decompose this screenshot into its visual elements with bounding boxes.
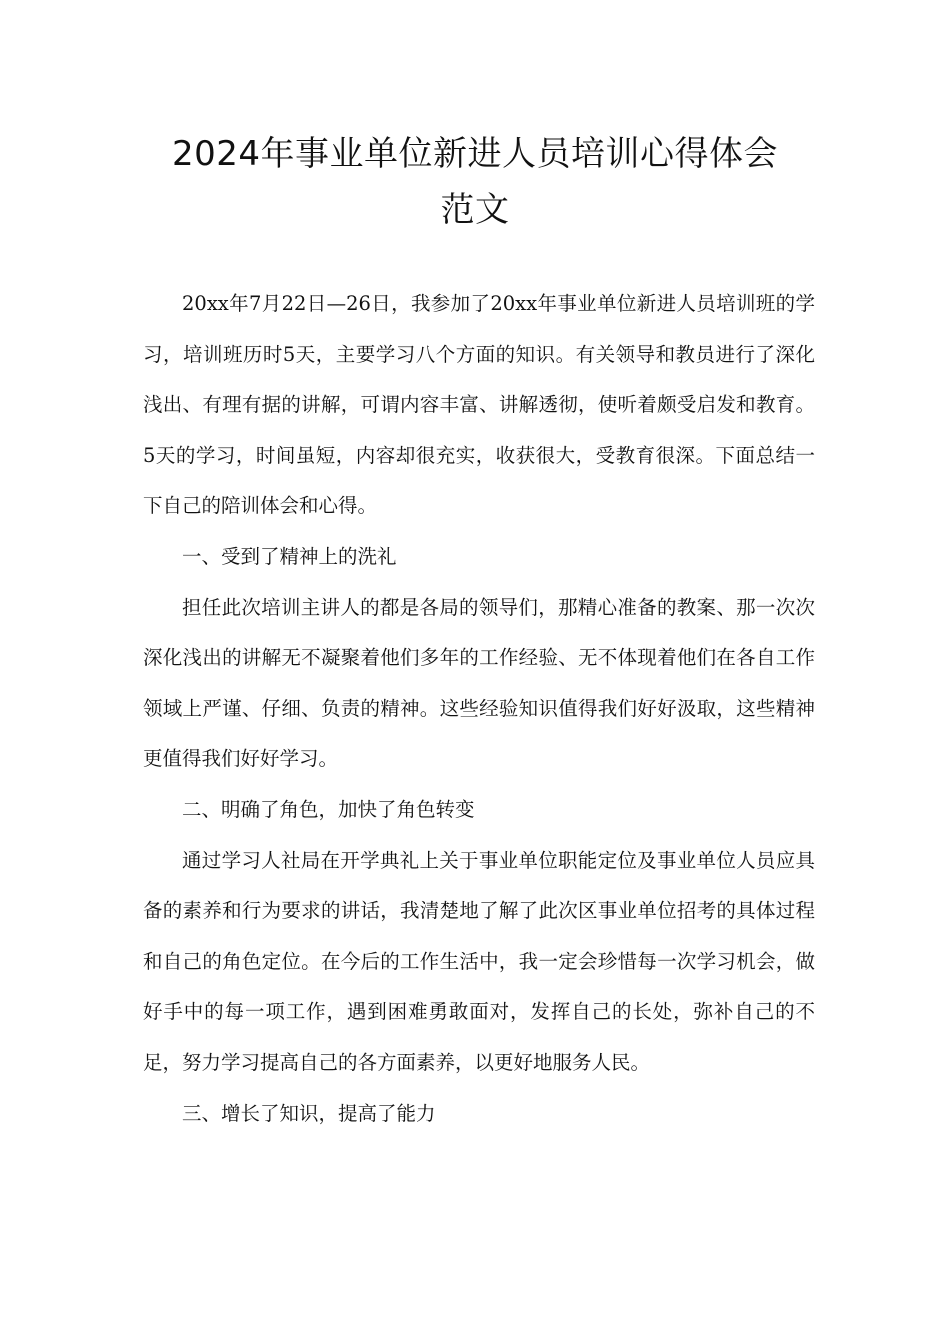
paragraph-section-2: 通过学习人社局在开学典礼上关于事业单位职能定位及事业单位人员应具备的素养和行为要求的讲话，我清楚地了解了此次区事业单位招考的具体过程和自己的角色定位。在今后的工作生活中，我一定会珍惜每一次学习机会，做好手中的每一项工作，遇到困难勇敢面对，发挥自己的长处，弥补自己的不足，努力学习提高自己的各方面素养，以更好地服务人民。: [143, 848, 815, 1074]
document-title-line-2: 范文: [440, 190, 510, 230]
section-heading-3: 三、增长了知识，提高了能力: [182, 1101, 436, 1125]
document-title-line-1: 2024年事业单位新进人员培训心得体会: [171, 134, 779, 174]
section-heading-1: 一、受到了精神上的洗礼: [182, 544, 397, 568]
paragraph-intro: 20xx年7月22日—26日，我参加了20xx年事业单位新进人员培训班的学习，培训班历时5天，主要学习八个方面的知识。有关领导和教员进行了深化浅出、有理有据的讲解，可谓内容丰富、讲解透彻，使听着颇受启发和教育。5天的学习，时间虽短，内容却很充实，收获很大，受教育很深。下面总结一下自己的陪训体会和心得。: [143, 292, 815, 518]
paragraph-section-1: 担任此次培训主讲人的都是各局的领导们，那精心准备的教案、那一次次深化浅出的讲解无不凝聚着他们多年的工作经验、无不体现着他们在各自工作领域上严谨、仔细、负责的精神。这些经验知识值得我们好好汲取，这些精神更值得我们好好学习。: [143, 595, 815, 771]
document-title: [120, 126, 830, 238]
section-heading-2: 二、明确了角色，加快了角色转变: [182, 797, 475, 821]
document-body: [143, 279, 815, 1139]
